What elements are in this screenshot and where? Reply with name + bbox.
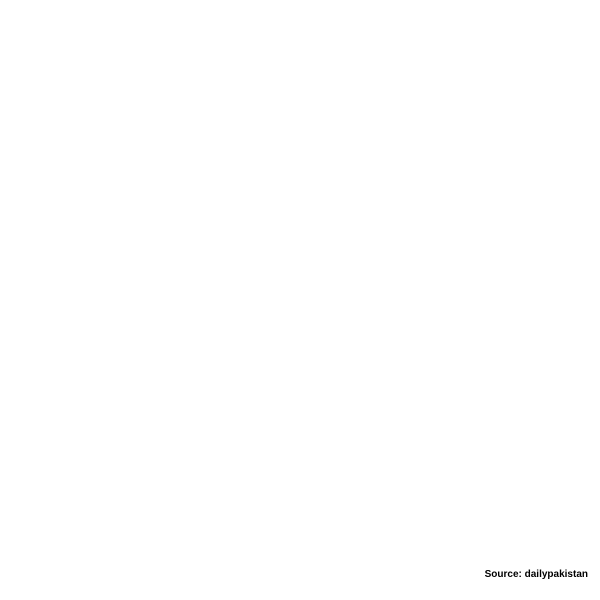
paragraph-line [8,244,592,274]
paragraph-line [8,214,592,244]
paragraph-3 [8,362,592,482]
paragraph-line [8,156,592,186]
source-credit: Source: dailypakistan [484,569,588,580]
paragraph-line [8,362,592,392]
paragraph-line [8,304,592,334]
paragraph-line [8,66,592,96]
paragraph-line [8,392,592,422]
paragraph-line [8,422,592,452]
paragraph-line [8,96,592,126]
paragraph-line [8,6,592,36]
paragraph-1 [8,6,592,186]
paragraph-2 [8,214,592,334]
article-page [8,6,592,594]
paragraph-line [8,274,592,304]
paragraph-line [8,36,592,66]
paragraph-line [8,452,592,482]
paragraph-line [8,126,592,156]
